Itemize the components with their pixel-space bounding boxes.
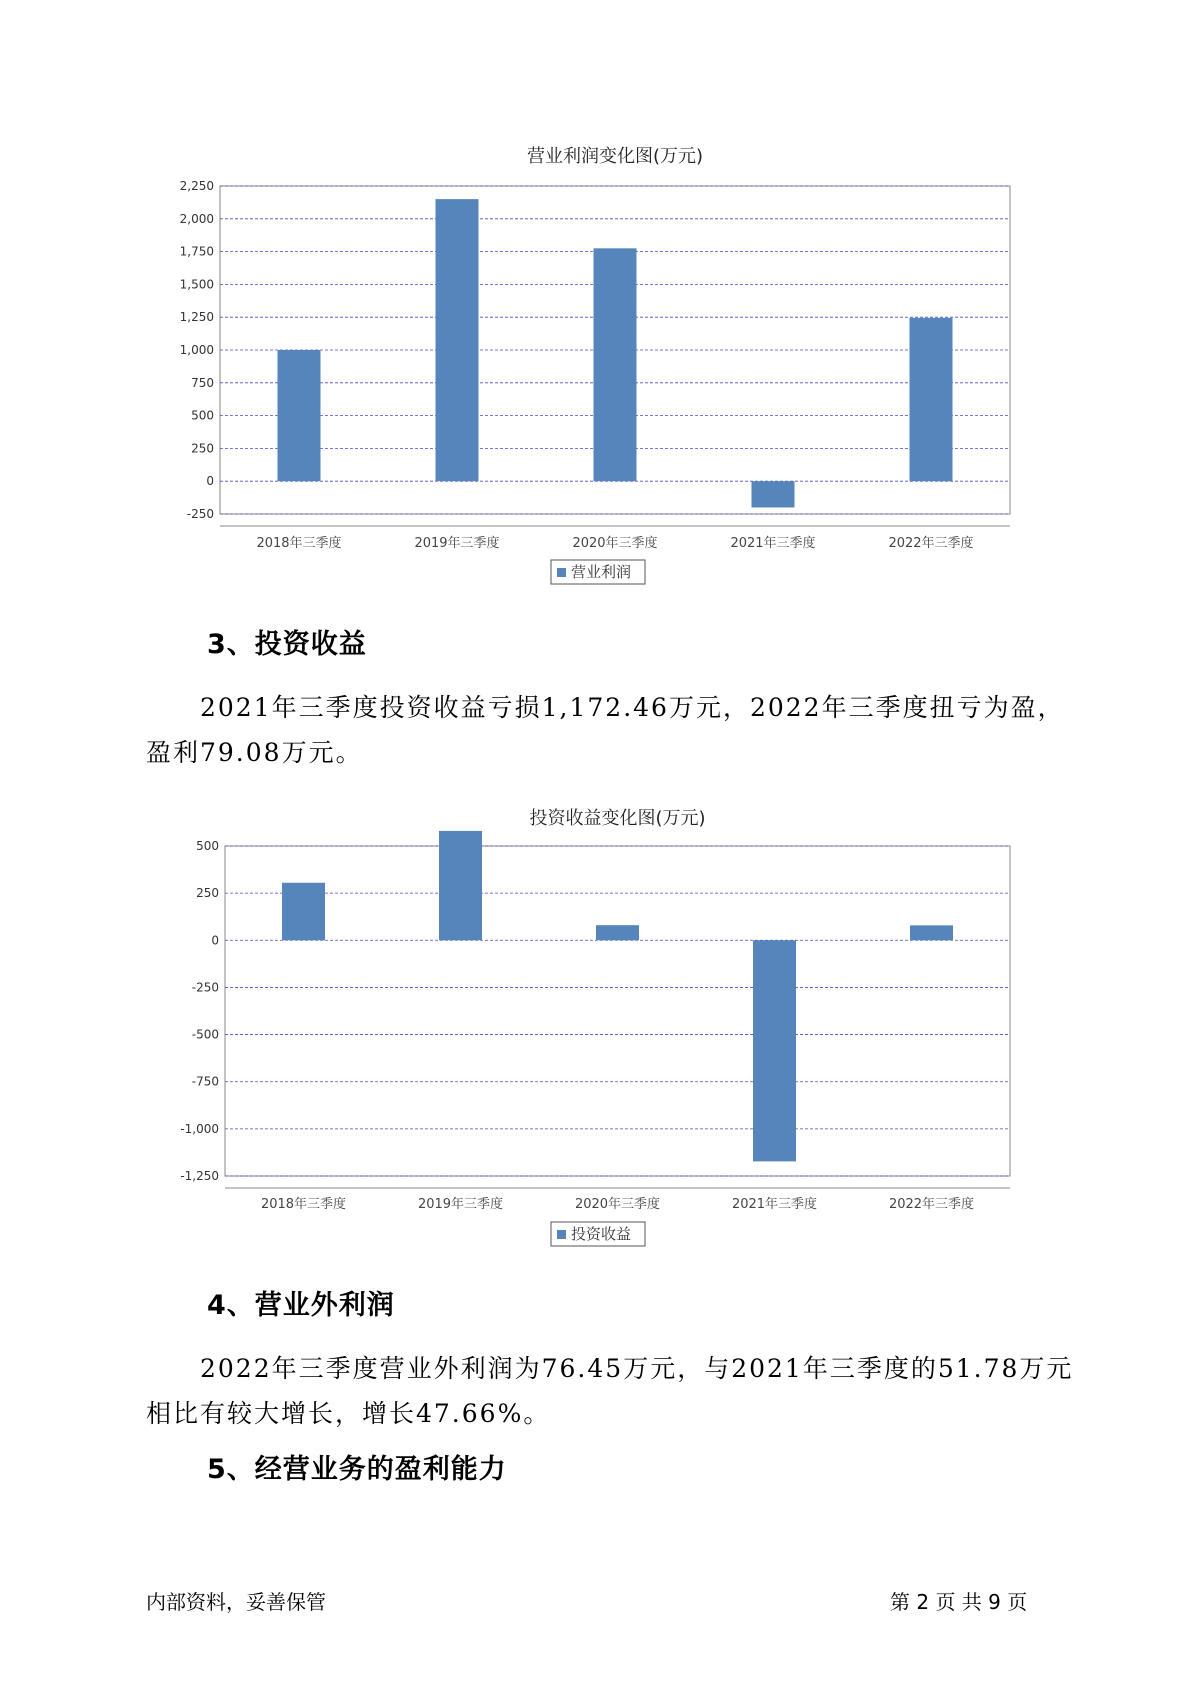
bar-2018年三季度: [282, 883, 325, 941]
bar-2020年三季度: [596, 925, 639, 940]
x-tick-label: 2021年三季度: [730, 536, 816, 551]
y-tick-label: 1,500: [179, 277, 214, 292]
y-tick-label: 750: [191, 375, 214, 390]
footer-page-number: 第 2 页 共 9 页: [890, 1590, 1028, 1614]
y-tick-label: -250: [191, 980, 219, 995]
section-4-paragraph-line-2: 相比有较大增长，增长47.66%。: [146, 1399, 551, 1428]
y-tick-label: -750: [191, 1074, 219, 1089]
chart-title: 营业利润变化图(万元): [526, 146, 704, 167]
x-tick-label: 2022年三季度: [888, 1197, 975, 1212]
y-tick-label: -1,250: [180, 1169, 219, 1183]
bar-2022年三季度: [910, 925, 953, 940]
x-tick-label: 2020年三季度: [574, 1197, 661, 1212]
x-tick-label: 2018年三季度: [260, 1197, 347, 1212]
y-tick-label: 250: [196, 886, 219, 901]
x-tick-label: 2019年三季度: [417, 1197, 504, 1212]
legend-swatch: [557, 1230, 566, 1239]
y-tick-label: 1,750: [179, 244, 214, 259]
y-tick-label: 2,250: [179, 179, 214, 193]
y-tick-label: -250: [186, 507, 214, 521]
y-tick-label: 250: [191, 441, 214, 456]
y-tick-label: 0: [211, 933, 219, 948]
section-4-heading: 4、营业外利润: [207, 1290, 395, 1321]
y-tick-label: 500: [196, 839, 219, 853]
y-tick-label: 1,000: [179, 343, 214, 357]
x-tick-label: 2018年三季度: [256, 536, 342, 551]
x-tick-label: 2022年三季度: [888, 536, 974, 551]
bar-2021年三季度: [753, 940, 796, 1161]
x-tick-label: 2019年三季度: [414, 536, 500, 551]
section-3-heading: 3、投资收益: [207, 629, 367, 660]
legend-label: 投资收益: [571, 1225, 632, 1243]
section-5-heading: 5、经营业务的盈利能力: [207, 1454, 507, 1485]
legend-label: 营业利润: [571, 563, 632, 581]
bar-2019年三季度: [439, 831, 482, 940]
section-3-paragraph-line-2: 盈利79.08万元。: [146, 738, 363, 767]
section-3-paragraph-line-1: 2021年三季度投资收益亏损1,172.46万元，2022年三季度扭亏为盈，: [200, 693, 1065, 722]
y-tick-label: -500: [191, 1027, 219, 1042]
section-4-paragraph-line-1: 2022年三季度营业外利润为76.45万元，与2021年三季度的51.78万元: [200, 1354, 1074, 1383]
x-tick-label: 2020年三季度: [572, 536, 658, 551]
y-tick-label: 1,250: [179, 310, 214, 325]
y-tick-label: 500: [191, 408, 214, 423]
x-tick-label: 2021年三季度: [731, 1197, 818, 1212]
footer-confidential-note: 内部资料，妥善保管: [146, 1590, 326, 1614]
chart-title: 投资收益变化图(万元): [529, 808, 706, 829]
y-tick-label: -1,000: [180, 1121, 219, 1136]
y-tick-label: 0: [206, 474, 214, 489]
plot-area: [225, 846, 1010, 1176]
y-tick-label: 2,000: [179, 211, 214, 226]
